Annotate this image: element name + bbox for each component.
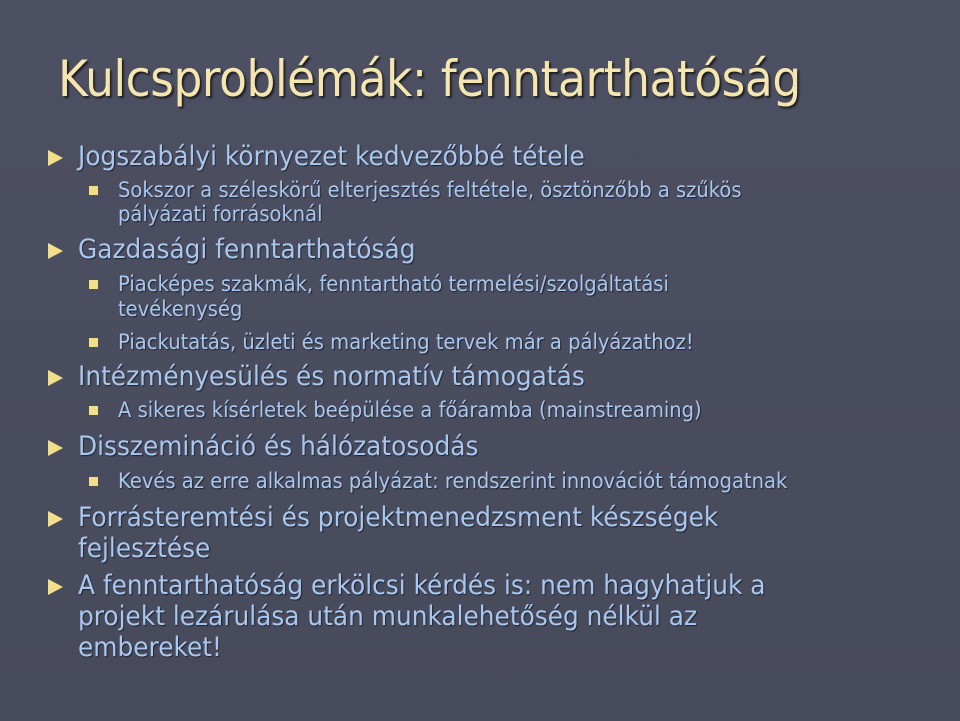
sub-item-text: A sikeres kísérletek beépülése a főáramba (mainstreaming) (118, 398, 702, 422)
square-bullet-icon (89, 477, 98, 486)
list-item-text: Jogszabályi környezet kedvezőbbé tétele (78, 141, 585, 172)
sub-item-text: Piackutatás, üzleti és marketing tervek már a pályázathoz! (118, 330, 694, 354)
sub-item-text: pályázati forrásoknál (118, 202, 323, 226)
list-item-text: embereket! (78, 632, 222, 663)
square-bullet-icon (89, 338, 98, 347)
sub-item-text: Sokszor a széleskörű elterjesztés feltétele, ösztönzőbb a szűkös (118, 178, 742, 202)
list-item-text: Forrásteremtési és projektmenedzsment készségek (78, 502, 719, 533)
sub-item-text: tevékenység (118, 297, 243, 321)
list-item-text: Gazdasági fenntarthatóság (78, 234, 416, 265)
list-item-text: Intézményesülés és normatív támogatás (78, 361, 585, 392)
square-bullet-icon (89, 406, 98, 415)
square-bullet-icon (89, 280, 98, 289)
list-item-text: Disszemináció és hálózatosodás (78, 431, 479, 462)
arrow-bullet-icon (48, 150, 63, 166)
sub-item-text: Piacképes szakmák, fenntartható termelési/szolgáltatási (118, 272, 669, 296)
list-item-text: projekt lezárulása után munkalehetőség nélkül az (78, 601, 698, 632)
arrow-bullet-icon (48, 579, 63, 595)
list-item-text: A fenntarthatóság erkölcsi kérdés is: nem hagyhatjuk a (78, 570, 766, 601)
slide-title: Kulcsproblémák: fenntarthatóság (58, 50, 801, 108)
sub-item-text: Kevés az erre alkalmas pályázat: rendszerint innovációt támogatnak (118, 469, 788, 493)
arrow-bullet-icon (48, 440, 63, 456)
arrow-bullet-icon (48, 370, 63, 386)
list-item-text: fejlesztése (78, 533, 211, 564)
arrow-bullet-icon (48, 511, 63, 527)
arrow-bullet-icon (48, 243, 63, 259)
square-bullet-icon (89, 186, 98, 195)
